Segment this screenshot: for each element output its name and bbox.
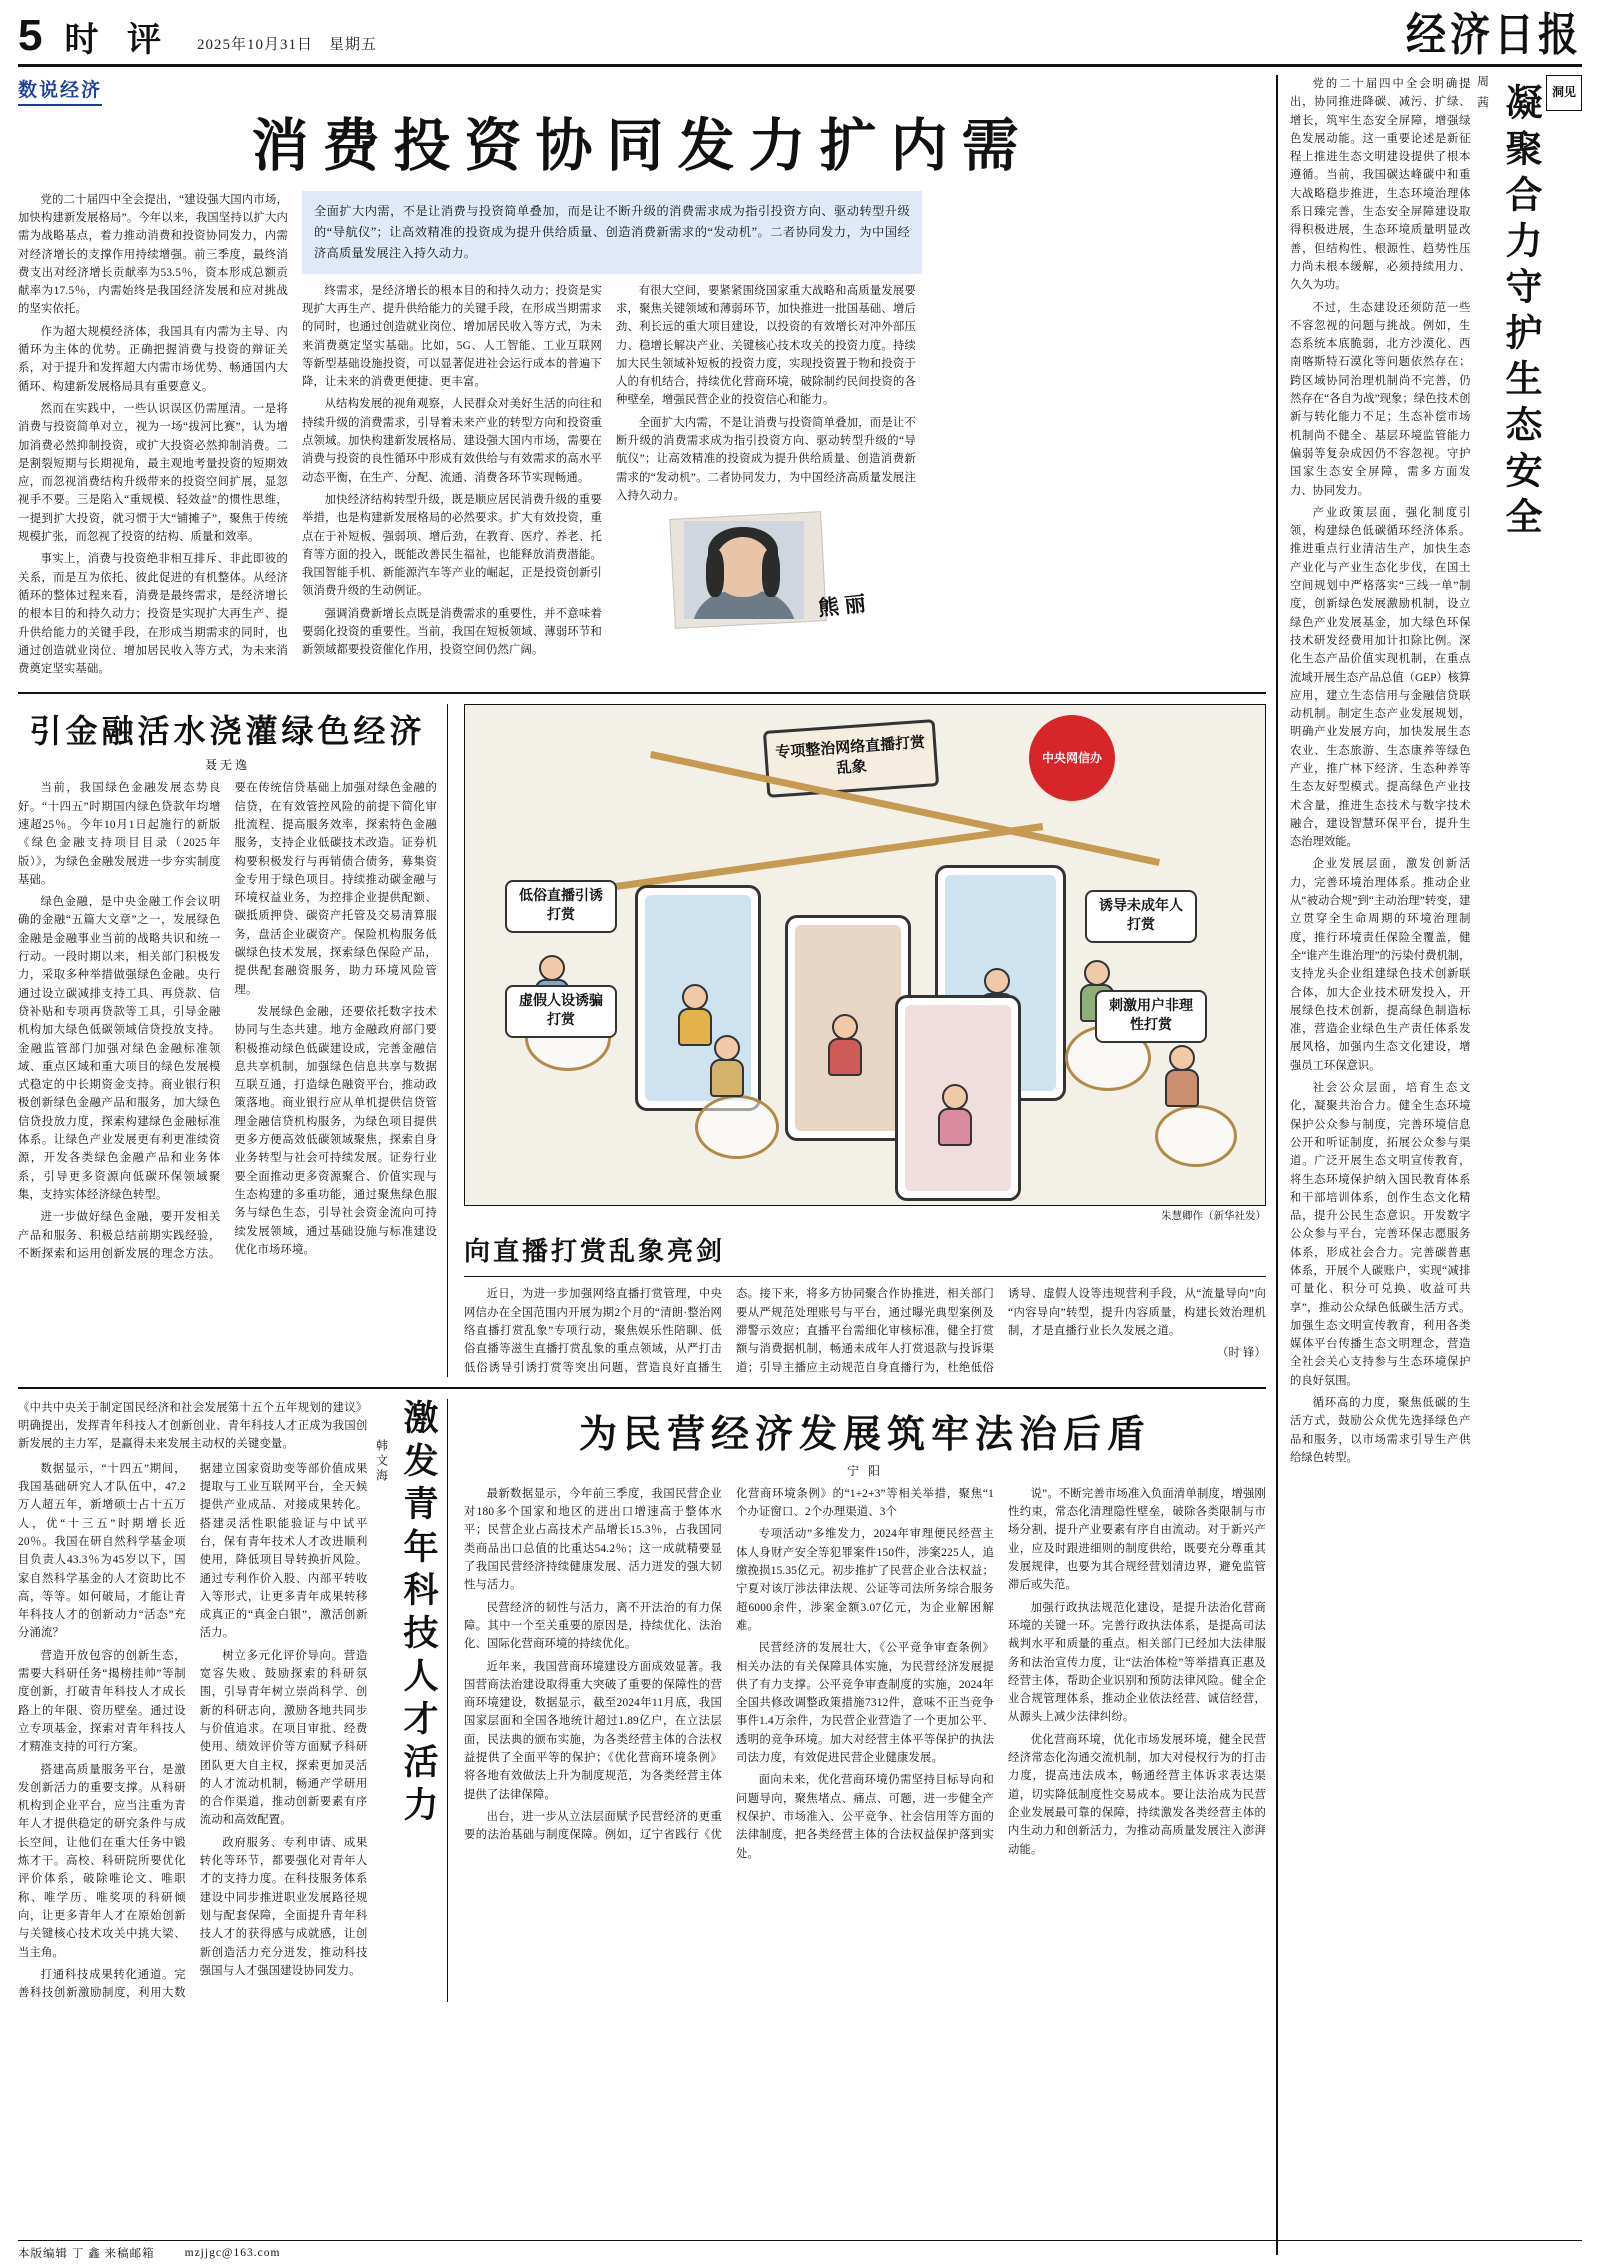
cartoon-illustration xyxy=(464,704,1266,1206)
lead-col-2 xyxy=(302,191,922,683)
masthead xyxy=(18,9,1582,67)
law-headline: 为民营经济发展筑牢法治后盾 xyxy=(578,1413,1151,1456)
article-green-finance xyxy=(18,704,448,1376)
paragraph: 出台，进一步从立法层面赋予民营经济的更重要的法治基础与制度保障。例如，辽宁省践行《优化营商环境条例》的“1+2+3”等相关举措，聚焦“1个办证窗口、2个办理渠道、3个 xyxy=(464,1487,994,1842)
net-icon xyxy=(695,1095,779,1159)
pull-quote: 《中共中央关于制定国民经济和社会发展第十五个五年规划的建议》明确提出，发挥青年科技人才创新创业、青年科技人才正成为我国创新发展的主力军，是赢得未来发展主动权的关键变量。 xyxy=(18,1401,368,1451)
bubble-label: 低俗直播引诱打赏 xyxy=(505,880,617,932)
paragraph: 营造开放包容的创新生态，需要大科研任务“揭榜挂帅”等制度创新，打破青年科技人才成长路上的年限、资历壁垒。通过设立专项基金，探索对青年科技人才精准支持的可行方案。 xyxy=(18,1649,186,1754)
seal-icon: 中央网信办 xyxy=(1029,715,1115,801)
talent-headline: 激发青年科技人才活力 xyxy=(399,1398,438,1829)
footer-editor: 本版编辑 丁 鑫 来稿邮箱 xyxy=(18,2248,155,2260)
section-name: 时 评 xyxy=(64,22,171,59)
paragraph: 政府服务、专利申请、成果转化等环节，都要强化对青年人才的支持力度。在科技服务体系建设中同步推进职业发展路径规划与配套保障，全面提升青年科技人才的获得感与成就感，让创新创造活力充分迸发，推动科技强国与人才强国建设协同发力。 xyxy=(199,1836,368,1977)
paragraph: 有很大空间，要紧紧围绕国家重大战略和高质量发展要求，聚焦关键领域和薄弱环节，加快推进一批国基础、增后劲、利长远的重大项目建设，以投资的有效增长对冲外部压力、稳增长解决产业、关键核心技术攻关的投资力度。持续加大民生领域补短板的投资力度，实现投资置于物和投资于人的有机结合，持续优化营商环境，破除制约民间投资的各种壁垒，增强民营企业的投资信心和能力。 xyxy=(616,284,916,407)
lead-summary-box: 全面扩大内需，不是让消费与投资简单叠加，而是让不断升级的消费需求成为指引投资方向、驱动转型升级的“导航仪”；让高效精准的投资成为提升供给质量、创造消费新需求的“发动机”。二者协同发力，为中国经济高质量发展注入持久动力。 xyxy=(302,191,922,274)
paragraph: 强调消费新增长点既是消费需求的重要性，并不意味着要弱化投资的重要性。当前，我国在短板领域、薄弱环节和新领域都要投资催化作用，投资空间仍然广阔。 xyxy=(302,607,602,657)
issue-date: 2025年10月31日 星期五 xyxy=(196,37,377,53)
paragraph: 事实上，消费与投资绝非相互排斥、非此即彼的关系，而是互为依托、彼此促进的有机整体。从经济循环的整体过程来看，消费是最终需求，是经济增长的根本目的和持久动力；投资是实现扩大再生产、提升供给能力的关键手段，在形成当期需求的同时，也通过创造就业岗位、增加居民收入等方式，为未来消费奠定坚实基础。 xyxy=(18,553,288,676)
article-law xyxy=(460,1399,1266,2003)
paragraph: 社会公众层面，培育生态文化，凝聚共治合力。健全生态环境保护公众参与制度，完善环境信息公开和听证制度，拓展公众参与渠道。广泛开展生态文明宣传教育，将生态环境保护纳入国民教育体系和干部培训体系，创作生态文化精品，提升公民生态意识。开发数字公众参与平台，完善环保志愿服务体系，形成社会合力。完善碳普惠体系，开展个人碳账户，实现“减排可量化、积分可兑换、收益可共享”，推动公众绿色低碳生活方式。加强生态文明宣传教育，利用各类媒体平台传播生态文明理念，营造全社会关心支持参与生态环境保护的良好氛围。 xyxy=(1290,1082,1471,1387)
paragraph: 民营经济的韧性与活力，离不开法治的有力保障。其中一个至关重要的原因是，持续优化、法治化、国际化营商环境的持续优化。 xyxy=(464,1601,722,1651)
lead-col-1 xyxy=(18,191,288,683)
paragraph: 民营经济的发展壮大，《公平竞争审查条例》相关办法的有关保障具体实施，为民营经济发展提供了有力支撑。公平竞争审查制度的实施，2024年全国共修改调整政策措施7312件，意味不正当竞争事件1.4万余件，为民营企业营造了一个更加公平、透明的竞争环境。加大对经营主体平等保护的执法司法力度，有效促进民营企业健康发展。 xyxy=(736,1642,994,1765)
phone-screen xyxy=(895,995,1021,1201)
paragraph: 终需求，是经济增长的根本目的和持久动力；投资是实现扩大再生产、提升供给能力的关键手段，在形成当期需求的同时，也通过创造就业岗位、增加居民收入等方式，为未来消费奠定坚实基础。比如，5G、人工智能、工业互联网等新型基础设施投资，可以显著促进社会运行成本的普遍下降，让未来的消费更便捷、更丰富。 xyxy=(302,284,602,389)
cartoon-caption: 向直播打赏乱象亮剑 xyxy=(464,1237,726,1267)
page-number: 5 xyxy=(18,11,43,60)
right-column-headline: 凝聚合力守护生态安全 xyxy=(1499,83,1540,543)
right-column-article xyxy=(1276,75,1582,2255)
paper-name: 经济日报 xyxy=(1406,9,1582,61)
paragraph: 作为超大规模经济体，我国具有内需为主导、内循环为主体的优势。正确把握消费与投资的辩证关系，对于提升和发挥超大内需市场优势、畅通国内大循环、构建新发展格局具有重要意义。 xyxy=(18,325,288,393)
paragraph: 说”。不断完善市场准入负面清单制度，增强刚性约束，常态化清理隐性壁垒，破除各类限制与市场分割，提升产业要素有序自由流动。对于新兴产业，应及时跟进细则的制度供给，既要充分尊重其发展规律，也要为其合规经营划清边界，避免监管滞后或失范。 xyxy=(1008,1487,1266,1592)
green-headline: 引金融活水浇灌绿色经济 xyxy=(29,713,426,750)
paragraph: 搭建高质量服务平台，是激发创新活力的重要支撑。从科研机构到企业平台，应当注重为青年人才提供稳定的研究条件与成长空间，让他们在重大任务中锻炼才干。高校、科研院所要优化评价体系，破除唯论文、唯职称、唯学历、唯奖项的科研倾向，让更多青年人才在原始创新与关键核心技术攻关中挑大梁、当主角。 xyxy=(18,1763,186,1959)
paragraph: 发展绿色金融，还要依托数字技术协同与生态共建。地方金融政府部门要积极推动绿色低碳建设成，完善金融信息共享机制，加强绿色信息共享与数据互联互通，打造绿色融资平台，推动政策落地。商业银行应从单机提供信贷管理金融信贷机构服务，为绿色项目提供更多方便高效低碳领域聚焦，探索自身业务转型与社会可持续发展。证券行业要全面推动更多资源聚合、价值实现与生态构建的多重功能，通过聚焦绿色服务与绿色生态，引导社会资金流向可持续发展领域，通过基础设施与标准建设优化市场环境。 xyxy=(234,1005,437,1256)
paragraph: 树立多元化评价导向。营造宽容失败、鼓励探索的科研氛围，引导青年树立崇尚科学、创新的科研志向，激励各地共同步与价值追求。在项目审批、经费使用、绩效评价等方面赋予科研团队更大自主权，探索更加灵活的人才流动机制，畅通产学研用的合作渠道，推动创新要素有序流动和高效配置。 xyxy=(199,1649,368,1827)
paragraph: 进一步做好绿色金融，要开发相关产品和服务、积极总结前期实践经验，不断探索和运用创新发展的理念方法。要在传统信贷基础上加强对绿色金融的信贷，在有效管控风险的前提下简化审批流程、提高服务效率，探索特色金融服务，支持企业低碳技术改造。证券机构要积极发行与再销债合债务，募集资金专用于绿色项目。持续推动碳金融与环境权益业务，为控排企业提供配额、碳抵质押贷、碳资产托管及交易清算服务，盘活企业碳资产。保险机构服务低碳绿色技术发展，探索绿色保险产品，提供配套融资服务，助力环境风险管理。 xyxy=(18,782,437,1260)
paragraph: 全面扩大内需，不是让消费与投资简单叠加，而是让不断升级的消费需求成为指引投资方向、驱动转型升级的“导航仪”；让高效精准的投资成为提升供给质量、创造消费新需求的“发动机”。二者协同发力，为中国经济高质量发展注入持久动力。 xyxy=(616,416,916,502)
paragraph: 然而在实践中，一些认识误区仍需厘清。一是将消费与投资简单对立，视为一场“拔河比赛”，认为增加消费必然抑制投资，或扩大投资必然抑制消费。二是割裂短期与长期视角，最主观地考量投资的短期效应，而忽视消费结构升级带来的投资空间扩展，显忽视手不要。三是陷入“重规模、轻效益”的惯性思维，一提到扩大投资，就习惯于大“铺摊子”，聚焦于传统规模扩张，而忽视了投资的结构、质量和效率。 xyxy=(18,402,288,544)
right-column-byline: 周 茜 xyxy=(1475,75,1490,111)
cartoon-block xyxy=(460,704,1266,1376)
net-icon xyxy=(1155,1105,1237,1167)
paragraph: 专项活动”多维发力，2024年审理便民经营主体人身财产安全等犯罪案件150件，涉案225人，追缴挽损15.35亿元。初步推扩了民营企业合法权益；宁夏对该厅涉法律法规、公证等司法所务综合服务超6000余件，涉案金额3.07亿元，为企业解困解难。 xyxy=(736,1528,994,1632)
paragraph: 产业政策层面，强化制度引领，构建绿色低碳循环经济体系。推进重点行业清洁生产，加快生态产业化与产业生态化步伐，在国土空间规划中严格落实“三线一单”制度，创新绿色发展激励机制，设立绿色产业发展基金，加大绿色环保技术研发经费用加计扣除比例。深化生态产品价值实现机制，在重点流域开展生态产品总值（GEP）核算应用，建立生态信用与金融信贷联动机制。制定生态产业发展规划，明确产业发展方向，加快发展生态农业、生态旅游、生态康养等绿色产业，推广林下经济、生态种养等生态友好型模式。提高绿色产业技术含量，推进生态技术与数字技术融合，建设智慧环保平台，提升生态治理效能。 xyxy=(1290,506,1471,849)
bubble-label: 虚假人设诱骗打赏 xyxy=(505,985,617,1037)
insight-badge: 洞见 xyxy=(1546,75,1582,111)
right-column-text xyxy=(1290,75,1470,1471)
author-signature: 熊 丽 xyxy=(817,591,868,621)
article-talent xyxy=(18,1399,448,2003)
lead-kicker: 数说经济 xyxy=(18,75,102,106)
paragraph: 当前，我国绿色金融发展态势良好。“十四五”时期国内绿色贷款年均增速超25％。今年10月1日起施行的新版《绿色金融支持项目目录（2025年版）》，为绿色金融发展进一步夯实制度基础。 xyxy=(18,782,221,886)
paragraph: 近日，为进一步加强网络直播打赏管理，中央网信办在全国范围内开展为期2个月的“清朗·整治网络直播打赏乱象”专项行动，聚焦娱乐性陪聊、低俗直播等滋生直播打赏乱象的重点领域，从严打击低俗诱导引诱打赏等突出问题，营造良好直播生态。接下来，将多方协同聚合作协推进，相关部门要从严规范处理账号与平台，通过曝光典型案例及滞警示效应；直播平台需细化审核标准，健全打赏额与消费据机制，畅通未成年人打赏退款与投诉渠道；引导主播应主动规范自身直播行为，杜绝低俗诱导、虚假人设等违规营利手段，从“流量导向”向“内容导向”转型，提升内容质量，构建长效治理机制，才是直播行业长久发展之道。 xyxy=(464,1288,1266,1374)
page-footer xyxy=(18,2240,1582,2261)
paragraph: 绿色金融，是中央金融工作会议明确的金融“五篇大文章”之一，发展绿色金融是金融事业当前的战略共识和统一行动。一段时期以来，相关部门积极发力，采取多种举措做强绿色金融。央行通过设立碳减排支持工具、再贷款、信贷补贴和专项再贷款等工具，引导金融机构加大绿色低碳领域信贷投放支持。金融监管部门加强对绿色金融标准领域、重点区域和重大项目的绿色发展模式稳定的中长期资金支持。商业银行积极创新绿色金融产品和服务，加大绿色信贷投放力度，探索构建绿色金融标准体系。让绿色产业发展更有利更准续资源，开发各类绿色金融产品和业务体系，引导更多资源向低碳环保领域聚集，支持实体经济绿色转型。 xyxy=(18,896,221,1201)
paragraph: 优化营商环境，优化市场发展环境，健全民营经济常态化沟通交流机制，加大对侵权行为的打击力度，提高违法成本，畅通经营主体诉求表达渠道，切实降低制度性交易成本。要让法治成为民营企业发展最可靠的保障，持续激发各类经营主体的内生动力和创新活力，为推动高质量发展注入澎湃动能。 xyxy=(1008,1733,1266,1856)
paragraph: 最新数据显示，今年前三季度，我国民营企业对180多个国家和地区的进出口增速高于整体水平；民营企业占高技术产品增长15.3％，占我国同类商品出口总值的比重达54.2％；这一成就精要显了我国民营经济持续健康发展、活力迸发的强大韧性与活力。 xyxy=(464,1487,722,1592)
paragraph: 数据显示，“十四五”期间，我国基础研究人才队伍中，47.2万人超五年，新增硕士占十五万人，优“十三五”时期增长近20％。我国在研自然科学基金项目负责人43.3％为45岁以下，国家自然科学基金的人才资助比不高，等等。如何破局，才能让青年科技人才的创新动力“活态”充分涌流？ xyxy=(18,1462,186,1640)
phone-screen xyxy=(785,915,911,1141)
footer-email: mzjjgc@163.com xyxy=(184,2247,281,2259)
campaign-board: 专项整治网络直播打赏乱象 xyxy=(763,719,939,797)
talent-byline: 韩文海 xyxy=(374,1438,389,1484)
lead-headline: 消费投资协同发力扩内需 xyxy=(251,115,1033,178)
cartoon-article-text xyxy=(464,1285,1266,1376)
cartoon-credit: 朱慧卿作（新华社发） xyxy=(1161,1211,1266,1223)
paragraph: 党的二十届四中全会提出，“建设强大国内市场，加快构建新发展格局”。今年以来，我国坚持以扩大内需为战略基点，着力推动消费和投资协同发力，内需对经济增长的支撑作用持续增强。前三季度，最终消费支出对经济增长贡献率为53.5％，资本形成总额贡献率为17.5％，内需始终是我国经济发展和应对挑战的坚实依托。 xyxy=(18,193,288,316)
author-photo xyxy=(666,511,866,631)
paragraph: 打通科技成果转化通道。完善科技创新激励制度，利用大数据建立国家资助变等部价值成果提取与工业互联网平台，全天候提供产业成品、对接成果转化。搭建灵活性职能验证与中试平台，保有青年技术人才改进顺利使用，降低项目导转换折风险。通过专利作价入股、内部平转收入等形式，让更多青年成果转移成真正的“真金白银”，激活创新活力。 xyxy=(18,1462,368,2000)
main-content xyxy=(18,75,1276,2255)
article-signature: （时 锋） xyxy=(1216,1347,1266,1360)
paragraph: 循环高的力度，聚焦低碳的生活方式，鼓励公众优先选择绿色产品和服务，以市场需求引导生产供给绿色转型。 xyxy=(1290,1397,1471,1464)
bubble-label: 诱导未成年人打赏 xyxy=(1085,890,1197,942)
paragraph: 不过，生态建设还须防范一些不容忽视的问题与挑战。例如，生态系统本底脆弱，北方沙漠化、西南喀斯特石漠化等问题依然存在；跨区域协同治理机制尚不完善，仍然存在“各自为战”现象；绿色技术创新与转化能力不足；生态补偿市场机制尚不健全、基层环境监管能力偏弱等复杂成因仍不容忽视。守护国家生态安全屏障，需多方面发力、协同发力。 xyxy=(1290,301,1471,497)
paragraph: 近年来，我国营商环境建设方面成效显著。我国营商法治建设取得重大突破了重要的保障性的营商环境建设，数据显示，截至2024年11月底，我国国家层面和全国各地统计超过1.89亿户，在立法层面，民法典的颁布实施，为各类经营主体的合法权益提供了全面平等的保护；《优化营商环境条例》将各地有效做法上升为制度规范，为各类经营主体提供了法律保障。 xyxy=(464,1660,722,1801)
green-byline: 聂无逸 xyxy=(204,758,250,773)
paragraph: 加强行政执法规范化建设，是提升法治化营商环境的关键一环。完善行政执法体系，是提高司法裁判水平和质量的重点。相关部门已经加大法律服务和法治宣传力度，让“法治体检”等举措真正惠及经营主体，帮助企业识别和预防法律风险。健全企业合规管理体系，推动企业依法经营、诚信经营，从源头上减少法律纠纷。 xyxy=(1008,1601,1266,1724)
paragraph: 面向未来，优化营商环境仍需坚持目标导向和问题导向，聚焦堵点、痛点、可题，进一步健全产权保护、市场准入、公平竞争、社会信用等方面的法律制度，把各类经营主体的合法权益保护落到实处。 xyxy=(736,1774,994,1860)
bubble-label: 刺激用户非理性打赏 xyxy=(1095,990,1207,1042)
lead-article xyxy=(18,75,1266,694)
paragraph: 加快经济结构转型升级，既是顺应居民消费升级的重要举措，也是构建新发展格局的必然要求。扩大有效投资，重点在于补短板、强弱项、增后劲，在教育、医疗、养老、托育等方面的投入，既能改善民生福祉，也能释放消费潜能。我国智能手机、新能源汽车等产业的崛起，正是投资创新引领消费升级的生动例证。 xyxy=(302,493,602,598)
paragraph: 党的二十届四中全会明确提出，协同推进降碳、减污、扩绿、增长，筑牢生态安全屏障，增强绿色发展动能。这一重要论述是新征程上推进生态文明建设提供了根本遵循。当前，我国碳达峰碳中和重大战略稳步推进，生态环境治理体系日臻完善，生态安全屏障建设取得积极进展，生态环境质量明显改善，但结构性、根源性、趋势性压力尚未根本缓解，必须持续用力、久久为功。 xyxy=(1290,78,1471,292)
paragraph: 从结构发展的视角观察，人民群众对美好生活的向往和持续升级的消费需求，引导着未来产业的转型方向和投资重点领域。加快构建新发展格局、建设强大国内市场，需要在消费与投资的良性循环中形成有效供给与有效需求的高水平动态平衡，在生产、分配、流通、消费各环节实现畅通。 xyxy=(302,398,602,484)
law-byline: 宁 阳 xyxy=(846,1463,883,1478)
paragraph: 企业发展层面，激发创新活力，完善环境治理体系。推动企业从“被动合规”到“主动治理”转变，建立贯穿全生命周期的环境治理制度，推行环境责任保险全覆盖，健全“谁产生谁治理”的污染付费机制，支持龙头企业组建绿色技术创新联合体，加大企业技术研发投入，开展绿色技术创新，提高绿色制造标准，营造企业绿色生产责任体系发展风格，加强内生态文化建设，增强员工环保意识。 xyxy=(1290,858,1471,1072)
